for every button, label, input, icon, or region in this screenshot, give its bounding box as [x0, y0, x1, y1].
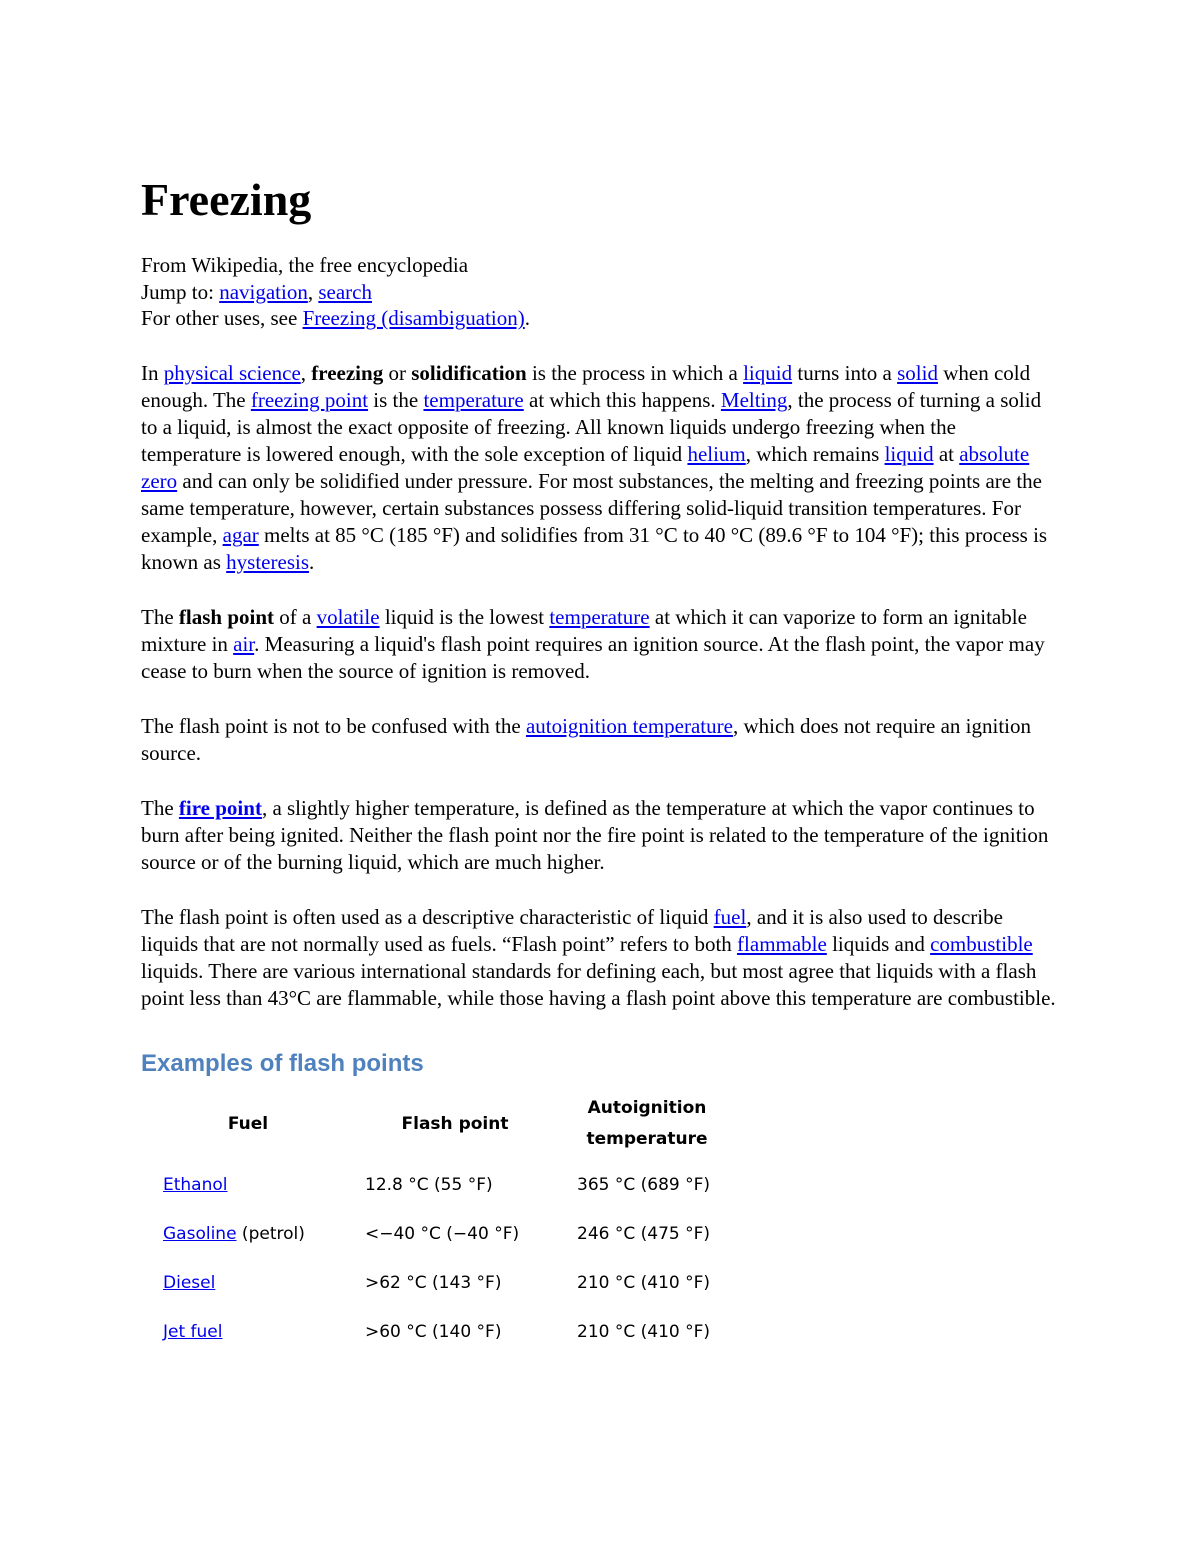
text: at which this happens. — [523, 388, 721, 413]
jump-to-line — [141, 279, 1061, 306]
table-row — [147, 1258, 733, 1307]
text: The flash point is often used as a descriptive characteristic of liquid — [141, 905, 714, 930]
liquid-link-2[interactable]: liquid — [884, 442, 934, 467]
column-header-fuel: Fuel — [227, 1113, 269, 1134]
flash-point-cell: 12.8 °C (55 °F) — [365, 1174, 493, 1195]
column-header-autoignition — [561, 1088, 733, 1160]
text: The — [141, 605, 179, 630]
temperature-link-2[interactable]: temperature — [549, 605, 650, 630]
paragraph-autoignition — [141, 713, 1061, 767]
table-row — [147, 1307, 733, 1356]
text: melts at 85 °C (185 °F) and solidifies from 31 °C to 40 °C (89.6 °F to 104 °F); this process is known as — [141, 523, 1048, 575]
fuel-cell — [147, 1258, 349, 1307]
text: at — [933, 442, 960, 467]
helium-link[interactable]: helium — [687, 442, 746, 467]
other-uses-line — [141, 305, 1061, 332]
text: , and it is also used to describe liquids that are not normally used as fuels. “Flash point” refers to both — [141, 905, 1003, 957]
search-link[interactable]: search — [318, 279, 372, 304]
absolute-zero-link[interactable]: absolute zero — [141, 442, 1030, 494]
volatile-link[interactable]: volatile — [316, 605, 380, 630]
flash-point-cell: >62 °C (143 °F) — [365, 1272, 502, 1293]
bold-term-solidification: solidification — [411, 361, 527, 386]
disambiguation-link[interactable]: Freezing (disambiguation) — [302, 306, 525, 331]
hysteresis-link[interactable]: hysteresis — [226, 550, 309, 575]
flash-points-table — [147, 1088, 733, 1356]
article-meta — [141, 252, 1061, 332]
table-header-row — [147, 1088, 733, 1160]
physical-science-link[interactable]: physical science — [163, 361, 301, 386]
paragraph-flash-point — [141, 604, 1061, 685]
header-text: temperature — [586, 1129, 708, 1150]
paragraph-freezing — [141, 360, 1061, 576]
autoignition-temperature-link[interactable]: autoignition temperature — [525, 714, 733, 739]
separator-text: , — [307, 279, 319, 304]
other-uses-label: For other uses, see — [141, 306, 303, 331]
autoignition-cell: 246 °C (475 °F) — [577, 1223, 711, 1244]
text: The flash point is not to be confused with the — [141, 714, 526, 739]
text: , which does not require an ignition source. — [141, 714, 1031, 766]
navigation-link[interactable]: navigation — [219, 279, 308, 304]
text: and can only be solidified under pressure. For most substances, the melting and freezing points are the same temperature, however, certain substances possess differing solid-liquid transition temperatures. For example, — [141, 469, 1042, 548]
fuel-link-diesel[interactable]: Diesel — [163, 1272, 216, 1293]
flammable-link[interactable]: flammable — [737, 932, 827, 957]
paragraph-fire-point — [141, 795, 1061, 876]
text: , a slightly higher temperature, is defined as the temperature at which the vapor continues to burn after being ignited. Neither the flash point nor the fire point is related to the temperature of the ignition source or of the burning liquid, which are much higher. — [141, 796, 1049, 875]
text: liquids and — [826, 932, 931, 957]
tagline: From Wikipedia, the free encyclopedia — [141, 253, 469, 277]
fuel-link-jet-fuel[interactable]: Jet fuel — [163, 1321, 223, 1342]
document-page — [141, 170, 1061, 1356]
text: In — [141, 361, 164, 386]
fuel-link-gasoline[interactable]: Gasoline — [163, 1223, 237, 1244]
fuel-cell — [147, 1307, 349, 1356]
page-title: Freezing — [141, 174, 312, 225]
text: when cold enough. The — [141, 361, 1031, 413]
text: of a — [274, 605, 317, 630]
text: liquids. There are various international standards for defining each, but most agree that liquids with a flash point less than 43°C are flammable, while those having a flash point above this temperature are combustible. — [141, 959, 1056, 1011]
flash-point-cell: >60 °C (140 °F) — [365, 1321, 502, 1342]
melting-link[interactable]: Melting — [720, 388, 788, 413]
header-text: Autoignition — [587, 1098, 707, 1119]
text: . Measuring a liquid's flash point requires an ignition source. At the flash point, the vapor may cease to burn when the source of ignition is removed. — [141, 632, 1045, 684]
text: at which it can vaporize to form an ignitable mixture in — [141, 605, 1027, 657]
table-row — [147, 1209, 733, 1258]
section-heading: Examples of flash points — [141, 1050, 424, 1078]
autoignition-cell: 210 °C (410 °F) — [577, 1272, 711, 1293]
jump-to-label: Jump to: — [141, 279, 220, 304]
column-header-flash-point: Flash point — [401, 1113, 509, 1134]
bold-term-freezing: freezing — [311, 361, 384, 386]
fuel-suffix: (petrol) — [236, 1223, 305, 1244]
text: or — [383, 361, 412, 386]
temperature-link[interactable]: temperature — [423, 388, 524, 413]
text: , which remains — [745, 442, 885, 467]
autoignition-cell: 210 °C (410 °F) — [577, 1321, 711, 1342]
fuel-link[interactable]: fuel — [713, 905, 747, 930]
text: . — [309, 550, 315, 575]
text: is the process in which a — [526, 361, 744, 386]
bold-term-flash-point: flash point — [178, 605, 275, 630]
autoignition-cell: 365 °C (689 °F) — [577, 1174, 711, 1195]
freezing-point-link[interactable]: freezing point — [250, 388, 369, 413]
period-text: . — [524, 306, 531, 331]
table-row — [147, 1160, 733, 1209]
agar-link[interactable]: agar — [222, 523, 259, 548]
fuel-cell — [147, 1209, 349, 1258]
fire-point-link[interactable]: fire point — [178, 796, 262, 821]
fuel-link-ethanol[interactable]: Ethanol — [163, 1174, 228, 1195]
text: is the — [368, 388, 424, 413]
fuel-cell — [147, 1160, 349, 1209]
text: , — [300, 361, 312, 386]
liquid-link[interactable]: liquid — [743, 361, 793, 386]
text: turns into a — [792, 361, 898, 386]
combustible-link[interactable]: combustible — [930, 932, 1033, 957]
flash-point-cell: <−40 °C (−40 °F) — [365, 1223, 520, 1244]
text: liquid is the lowest — [379, 605, 550, 630]
paragraph-fuel — [141, 904, 1061, 1012]
solid-link[interactable]: solid — [897, 361, 938, 386]
text: The — [141, 796, 179, 821]
text: , the process of turning a solid to a liquid, is almost the exact opposite of freezing. All known liquids undergo freezing when the temperature is lowered enough, with the sole exception of liquid — [141, 388, 1042, 467]
air-link[interactable]: air — [233, 632, 255, 657]
